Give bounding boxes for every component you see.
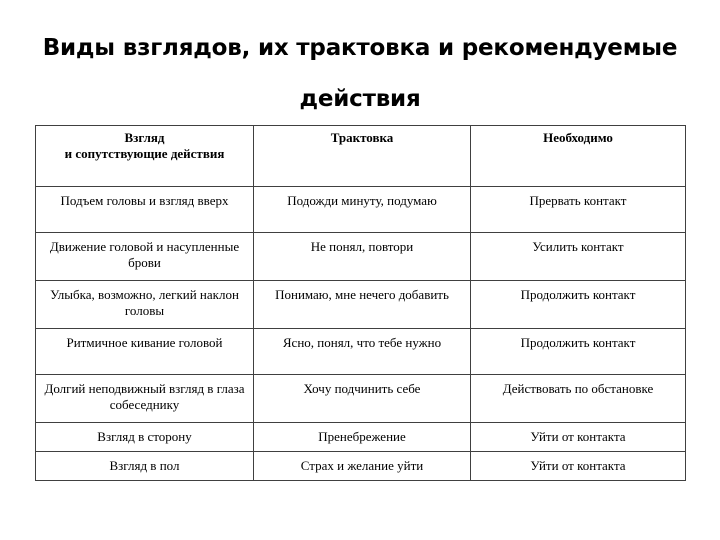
table-row bbox=[36, 329, 686, 375]
cell-meaning: Ясно, понял, что тебе нужно bbox=[254, 329, 471, 375]
gaze-table bbox=[35, 125, 686, 481]
page-title-line-2: действия bbox=[299, 86, 421, 113]
cell-action: Продолжить контакт bbox=[471, 281, 686, 329]
table-row bbox=[36, 375, 686, 423]
cell-action: Усилить контакт bbox=[471, 233, 686, 281]
cell-action: Уйти от контакта bbox=[471, 423, 686, 452]
cell-action: Продолжить контакт bbox=[471, 329, 686, 375]
cell-meaning: Понимаю, мне нечего добавить bbox=[254, 281, 471, 329]
column-header-action: Необходимо bbox=[471, 126, 686, 187]
cell-gaze: Долгий неподвижный взгляд в глаза собеседнику bbox=[36, 375, 254, 423]
cell-meaning: Не понял, повтори bbox=[254, 233, 471, 281]
table-body bbox=[36, 187, 686, 481]
column-header-gaze-line-2: и сопутствующие действия bbox=[64, 146, 225, 161]
cell-gaze: Взгляд в сторону bbox=[36, 423, 254, 452]
cell-action: Уйти от контакта bbox=[471, 452, 686, 481]
cell-gaze: Взгляд в пол bbox=[36, 452, 254, 481]
cell-gaze: Подъем головы и взгляд вверх bbox=[36, 187, 254, 233]
table-row bbox=[36, 423, 686, 452]
cell-gaze: Улыбка, возможно, легкий наклон головы bbox=[36, 281, 254, 329]
table-row bbox=[36, 233, 686, 281]
table-row bbox=[36, 281, 686, 329]
cell-meaning: Подожди минуту, подумаю bbox=[254, 187, 471, 233]
table-row bbox=[36, 452, 686, 481]
table-row bbox=[36, 187, 686, 233]
table-header bbox=[36, 126, 686, 187]
cell-meaning: Хочу подчинить себе bbox=[254, 375, 471, 423]
cell-gaze: Движение головой и насупленные брови bbox=[36, 233, 254, 281]
page-title bbox=[20, 23, 700, 125]
table-header-row bbox=[36, 126, 686, 187]
cell-action: Прервать контакт bbox=[471, 187, 686, 233]
cell-gaze: Ритмичное кивание головой bbox=[36, 329, 254, 375]
cell-meaning: Страх и желание уйти bbox=[254, 452, 471, 481]
column-header-gaze bbox=[36, 126, 254, 187]
cell-action: Действовать по обстановке bbox=[471, 375, 686, 423]
column-header-meaning: Трактовка bbox=[254, 126, 471, 187]
cell-meaning: Пренебрежение bbox=[254, 423, 471, 452]
page-title-line-1: Виды взглядов, их трактовка и рекомендуемые bbox=[42, 35, 678, 62]
column-header-gaze-line-1: Взгляд bbox=[124, 130, 165, 145]
